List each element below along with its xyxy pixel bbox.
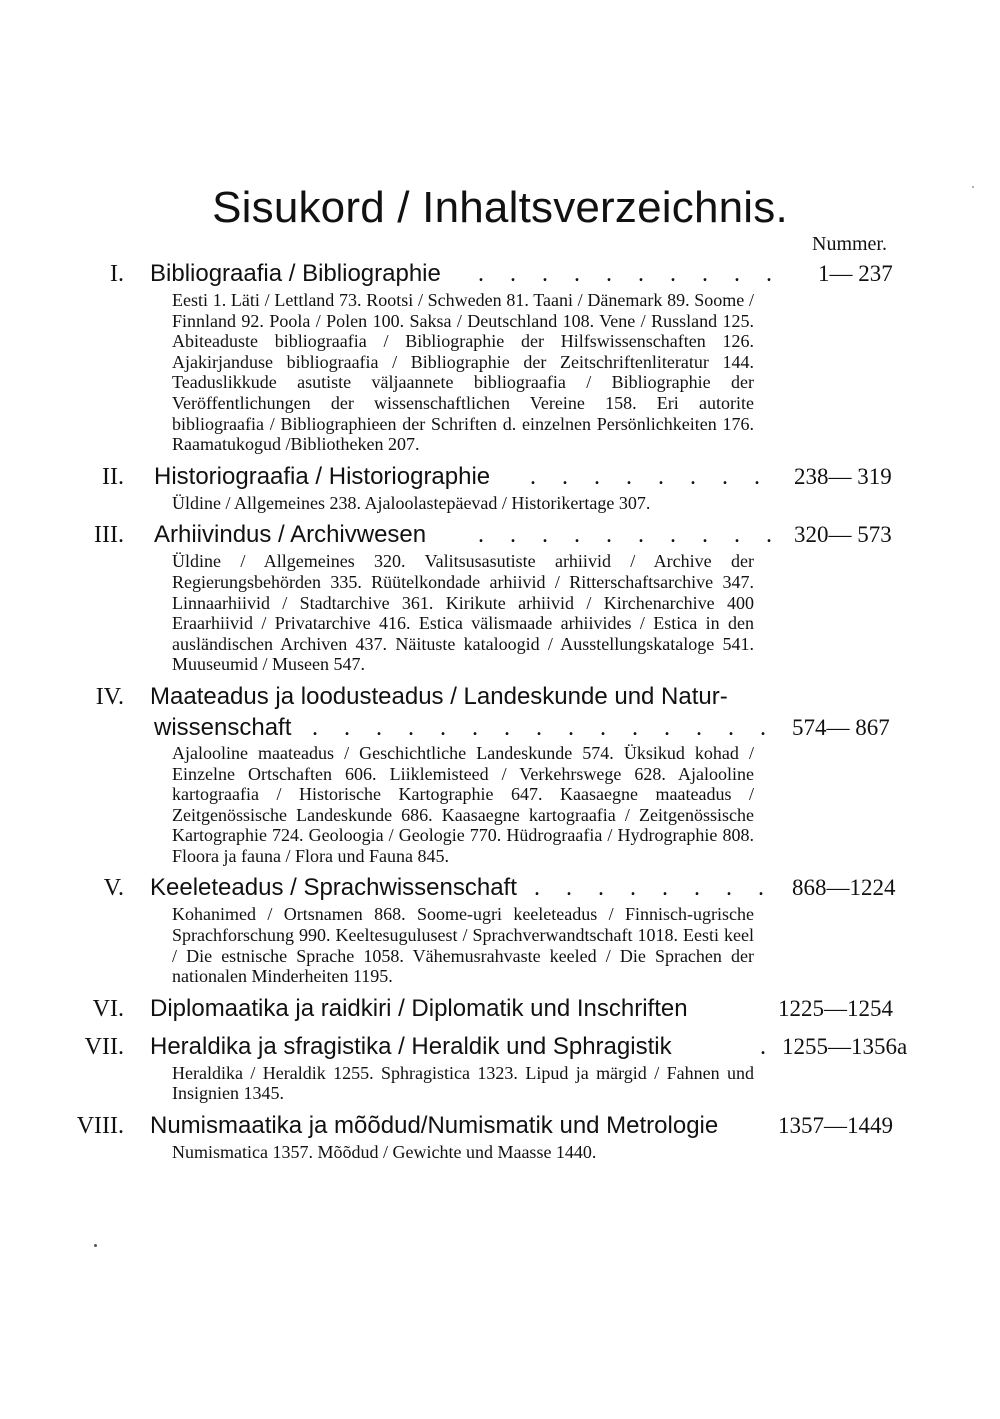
section-numeral: VII.: [84, 1033, 124, 1060]
section-numeral: II.: [102, 463, 124, 490]
section-heading: Arhiivindus / Archivwesen: [154, 521, 427, 549]
toc-section: [0, 681, 1000, 867]
section-numeral: I.: [110, 261, 124, 287]
print-speck: [972, 186, 974, 188]
section-heading: Heraldika ja sfragistika / Heraldik und Sphragistik: [150, 1032, 672, 1060]
leader-dots: . . . . . . . .: [530, 463, 770, 490]
section-heading: Diplomaatika ja raidkiri / Diplomatik und Inschriften: [150, 994, 688, 1022]
section-numeral: VIII.: [76, 1113, 124, 1140]
number-range: 1225—1254: [778, 995, 893, 1021]
section-numeral: III.: [94, 522, 124, 549]
section-heading: Maateadus ja loodusteadus / Landeskunde und Natur-: [150, 682, 728, 710]
section-heading: Numismaatika ja mõõdud/Numismatik und Metrologie: [150, 1112, 719, 1140]
page-title: Sisukord / Inhaltsverzeichnis.: [212, 183, 788, 232]
section-heading: Bibliograafia / Bibliographie: [150, 260, 441, 287]
number-range: 574— 867: [792, 714, 890, 740]
section-description: Heraldika / Heraldik 1255. Sphragistica 1323. Lipud ja märgid / Fahnen und Insignien 1345.: [172, 1062, 754, 1104]
toc-section: [0, 1031, 1000, 1104]
toc-section: [0, 1110, 1000, 1163]
toc-entry-row: [0, 872, 1000, 904]
section-description: Üldine / Allgemeines 320. Valitsusasutiste arhiivid / Archive der Regierungsbehörden 335. Rüütelkondade arhiivid / Ritterschaftsarchive 347. Linnaarhiivid / Stadtarchive 361. Kirikute arhiivid / Kirchenarchive 400 Eraarhiivid / Privatarchive 416. Estica välismaade arhiivides / Estica in den ausländischen Archiven 437. Näituste kataloogid / Ausstellungskataloge 541. Muuseumid / Museen 547.: [172, 551, 754, 675]
section-heading: Historiograafia / Historiographie: [154, 462, 491, 490]
toc-section: [0, 519, 1000, 675]
section-description: Kohanimed / Ortsnamen 868. Soome-ugri keeleteadus / Finnisch-ugrische Sprachforschung 990. Keeltesugulusest / Sprachverwandtschaft 1018. Eesti keel / Die estnische Sprache 1058. Vähemusrahvaste keeled / Die Sprachen der nationalen Minderheiten 1195.: [172, 904, 754, 987]
number-range: 320— 573: [794, 522, 892, 548]
toc-section: [0, 993, 1000, 1025]
toc-entry-row: [0, 258, 1000, 290]
section-description: Üldine / Allgemeines 238. Ajaloolastepäevad / Historikertage 307.: [172, 492, 651, 513]
number-range: 1— 237: [818, 261, 893, 286]
number-range: 238— 319: [794, 463, 892, 489]
section-description: Numismatica 1357. Mõõdud / Gewichte und Maasse 1440.: [172, 1142, 597, 1163]
section-heading-continued: wissenschaft: [154, 713, 292, 741]
number-range: 868—1224: [792, 875, 896, 901]
column-header-nummer: Nummer.: [812, 233, 887, 255]
toc-section: [0, 461, 1000, 514]
section-heading: Keeleteadus / Sprachwissenschaft: [150, 874, 517, 902]
leader-dots: . . . . . . . . . .: [478, 522, 782, 549]
toc-section: [0, 258, 1000, 455]
leader-dots: . . . . . . . . . . . . . . .: [312, 714, 776, 741]
toc-entry-row: [0, 681, 1000, 713]
toc-entry-row: [0, 1110, 1000, 1142]
toc-entry-row: [0, 519, 1000, 551]
section-numeral: V.: [103, 875, 124, 902]
number-range: 1255—1356a: [782, 1033, 908, 1059]
section-description: Eesti 1. Läti / Lettland 73. Rootsi / Schweden 81. Taani / Dänemark 89. Soome / Finnland 92. Poola / Polen 100. Saksa / Deutschland 108. Vene / Russland 125. Abiteaduste bibliograafia / Bibliographie der Hilfswissenschaften 126. Ajakirjanduse bibliograafia / Bibliographie der Zeitschriftenliteratur 144. Teaduslikkude asutiste väljaannete bibliograafia / Bibliographie der Veröffentlichungen der wissenschaftlichen Vereine 158. Eri autorite bibliograafia / Bibliographieen der Schriften d. einzelnen Persönlichkeiten 176. Raamatukogud /Bibliotheken 207.: [172, 290, 754, 455]
toc-entry-row-continued: [0, 713, 1000, 743]
number-range: 1357—1449: [778, 1113, 893, 1139]
table-of-contents: [0, 258, 1000, 1169]
leader-dots: .: [760, 1033, 776, 1060]
leader-dots: . . . . . . . .: [534, 875, 774, 902]
toc-section: [0, 872, 1000, 986]
section-numeral: IV.: [95, 683, 124, 710]
toc-entry-row: [0, 461, 1000, 493]
section-description: Ajalooline maateadus / Geschichtliche Landeskunde 574. Üksikud kohad / Einzelne Ortschaften 606. Liiklemisteed / Verkehrswege 628. Ajalooline kartograafia / Historische Kartographie 647. Kaasaegne maateadus / Zeitgenössische Landeskunde 686. Kaasaegne kartograafia / Zeitgenössische Kartographie 724. Geoloogia / Geologie 770. Hüdrograafia / Hydrographie 808. Floora ja fauna / Flora und Fauna 845.: [172, 742, 754, 866]
toc-entry-row: [0, 993, 1000, 1025]
print-speck: [94, 1244, 97, 1247]
toc-entry-row: [0, 1031, 1000, 1063]
leader-dots: . . . . . . . . . .: [478, 261, 782, 287]
section-numeral: VI.: [92, 995, 124, 1022]
